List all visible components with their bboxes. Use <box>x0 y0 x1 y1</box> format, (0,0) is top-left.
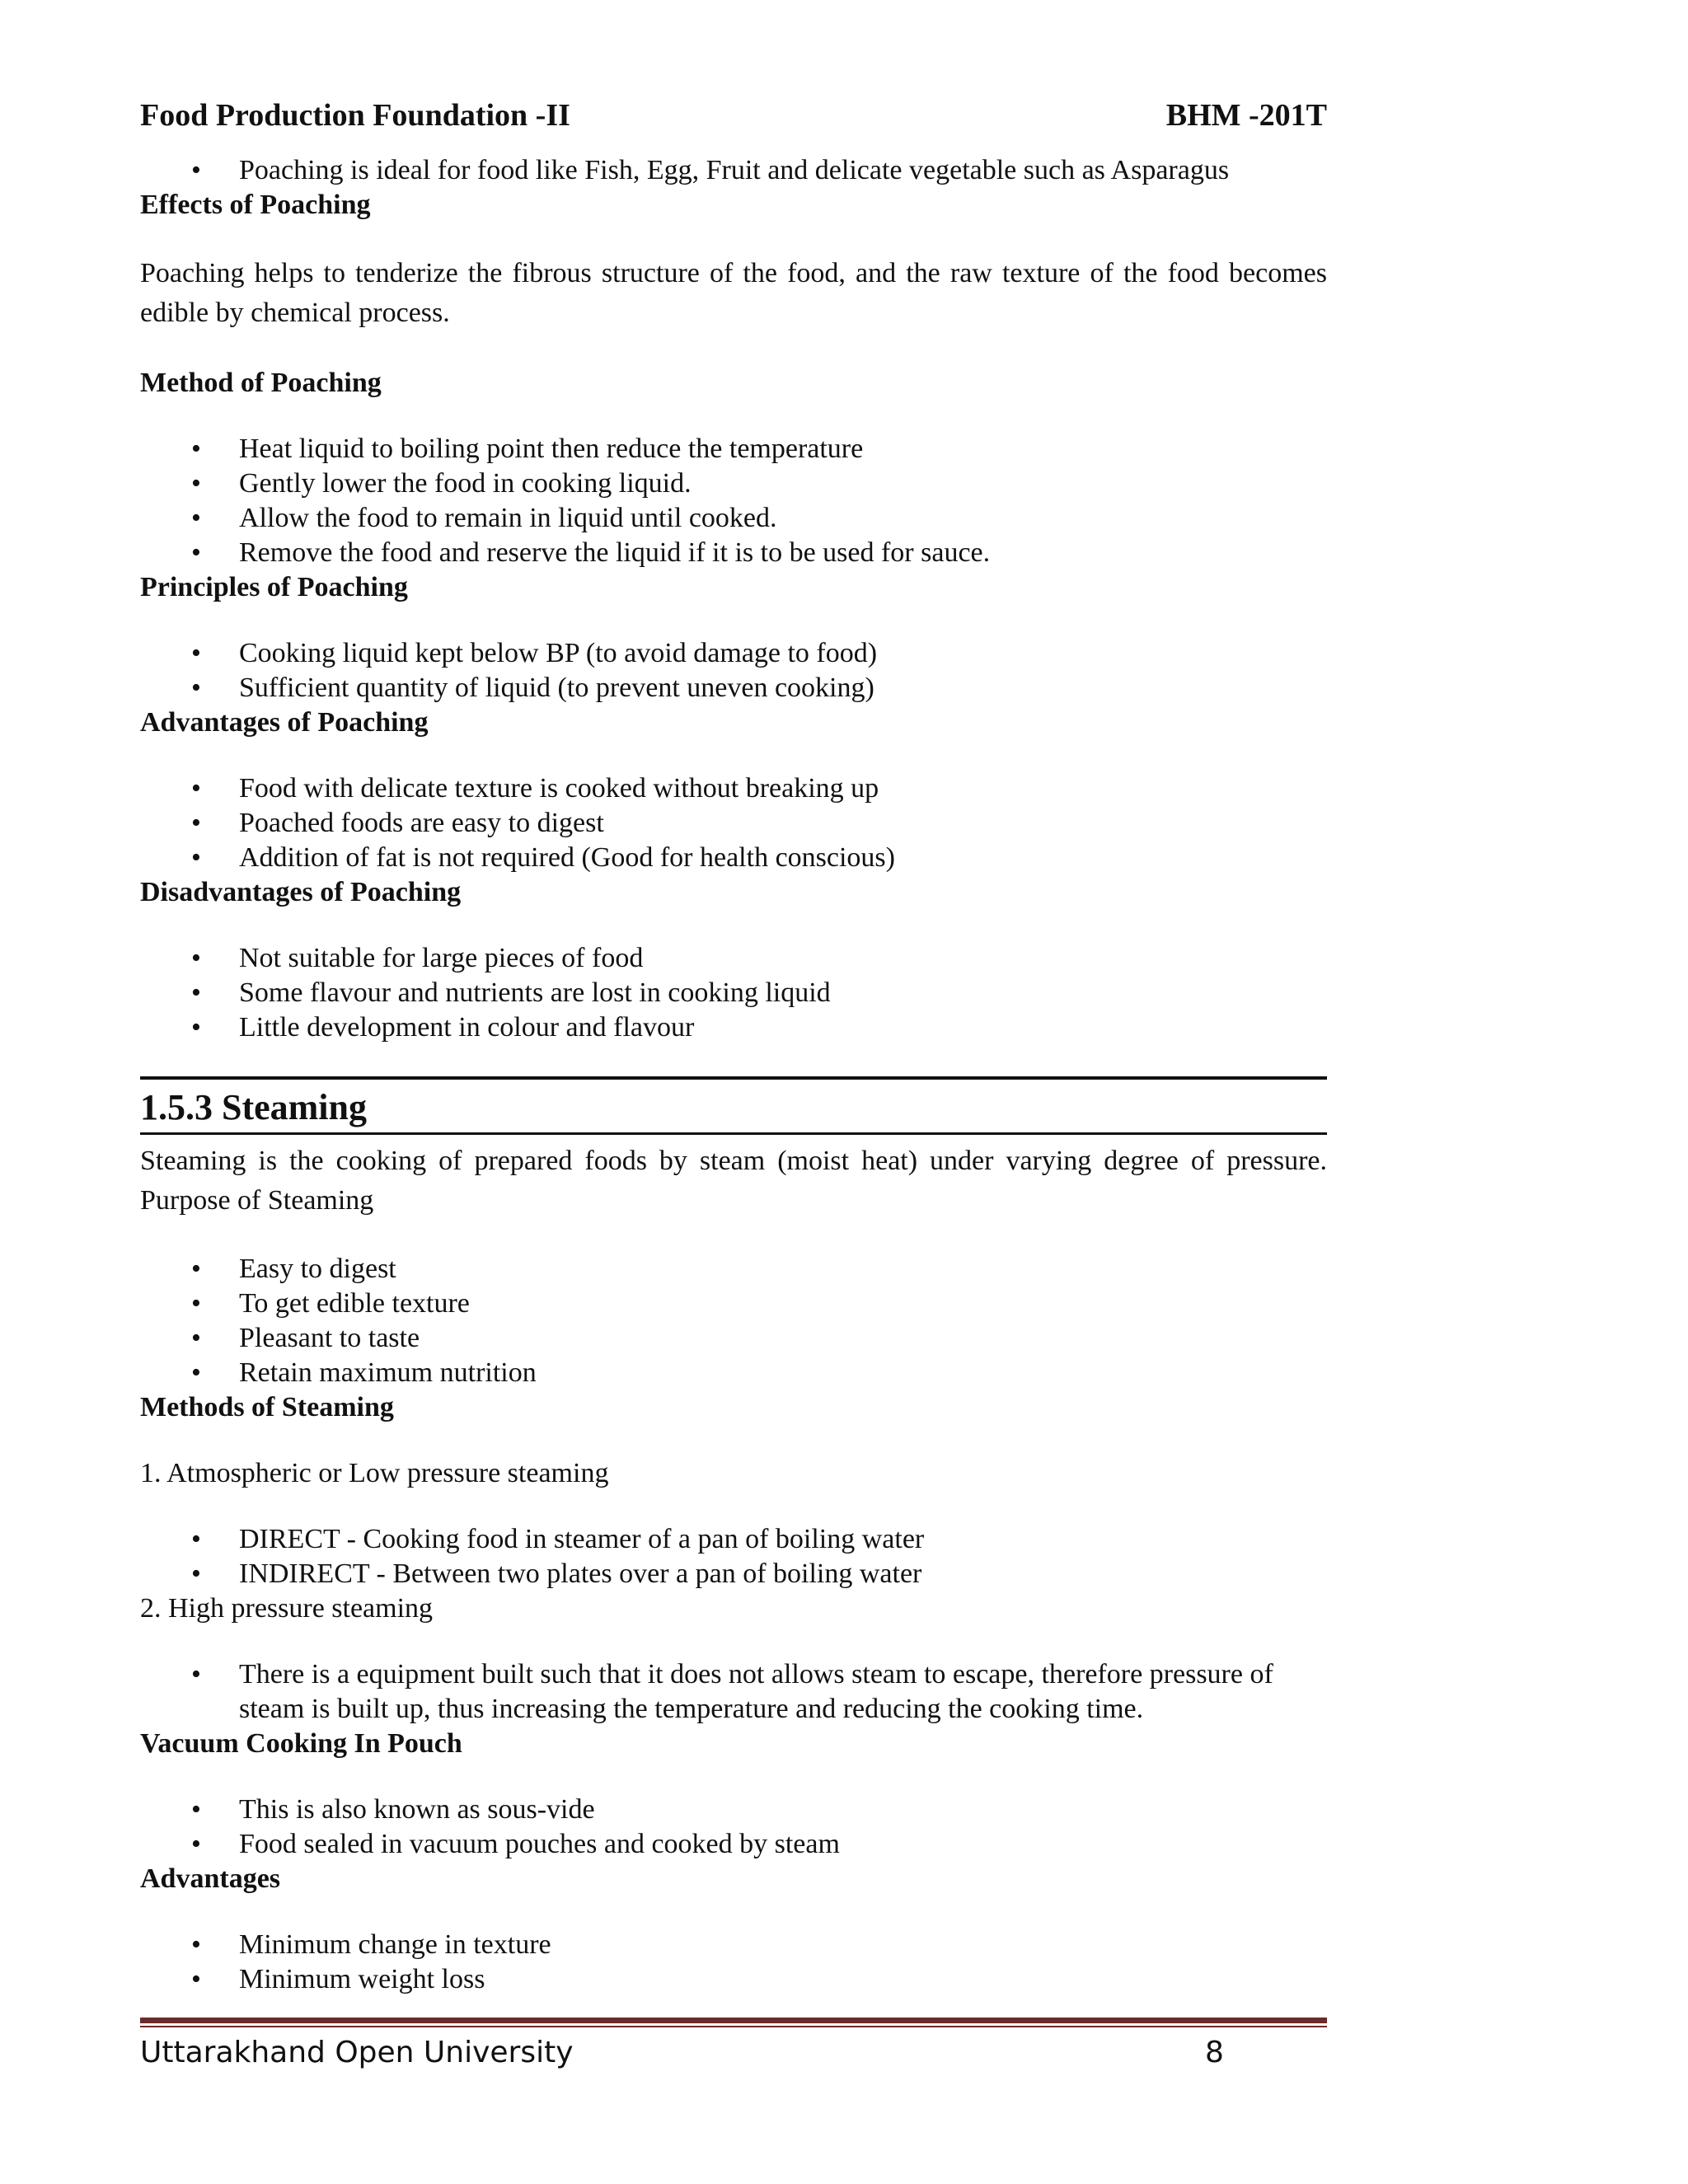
bullet-icon: • <box>191 1558 201 1589</box>
page-header <box>140 97 1327 138</box>
method-list <box>140 432 1327 570</box>
document-page <box>140 0 1327 2184</box>
disadvantages-poaching-list <box>140 941 1327 1045</box>
header-course-code: BHM -201T <box>1165 98 1327 133</box>
list-item: • Pleasant to taste <box>140 1321 1327 1356</box>
bullet-icon: • <box>191 503 201 533</box>
bullet-icon: • <box>191 1659 201 1690</box>
list-item: • Sufficient quantity of liquid (to prevent uneven cooking) <box>140 671 1327 705</box>
page-content <box>140 153 1327 1997</box>
bullet-icon: • <box>191 673 201 703</box>
list-item: • Gently lower the food in cooking liquid. <box>140 466 1327 501</box>
list-item: • Heat liquid to boiling point then reduce the temperature <box>140 432 1327 466</box>
principles-heading: Principles of Poaching <box>140 572 408 602</box>
bullet-icon: • <box>191 638 201 668</box>
bullet-icon: • <box>191 537 201 568</box>
list-item: • There is a equipment built such that it does not allows steam to escape, therefore pressure of steam is built up, thus increasing the temperature and reducing the cooking time. <box>191 1659 1273 1724</box>
header-title: Food Production Foundation -II <box>140 98 570 133</box>
bullet-icon: • <box>191 1254 201 1284</box>
list-item: • Easy to digest <box>140 1252 1327 1286</box>
vacuum-list <box>140 1793 1327 1862</box>
steaming-purpose-list <box>140 1252 1327 1390</box>
list-item: • Addition of fat is not required (Good for health conscious) <box>140 841 1327 875</box>
bullet-icon: • <box>191 1288 201 1319</box>
advantages-heading: Advantages <box>140 1863 281 1894</box>
advantages-poaching-list <box>140 771 1327 875</box>
footer-divider <box>140 2018 1327 2027</box>
advantages-list <box>140 1928 1327 1997</box>
method-heading: Method of Poaching <box>140 368 382 398</box>
bullet-icon: • <box>191 842 201 873</box>
bullet-icon: • <box>191 1357 201 1388</box>
methods-steaming-heading: Methods of Steaming <box>140 1392 394 1422</box>
bullet-icon: • <box>191 977 201 1008</box>
list-item: • Poached foods are easy to digest <box>140 806 1327 841</box>
vacuum-heading: Vacuum Cooking In Pouch <box>140 1728 462 1759</box>
list-item: • To get edible texture <box>140 1286 1327 1321</box>
intro-bullet-list <box>140 153 1327 188</box>
principles-list <box>140 636 1327 705</box>
bullet-icon: • <box>191 468 201 499</box>
page-number: 8 <box>1205 2036 1224 2069</box>
bullet-icon: • <box>191 943 201 973</box>
list-item: • Minimum weight loss <box>140 1962 1327 1997</box>
bullet-icon: • <box>191 1012 201 1043</box>
bullet-icon: • <box>191 434 201 464</box>
list-item: • This is also known as sous-vide <box>140 1793 1327 1827</box>
footer-university: Uttarakhand Open University <box>140 2036 574 2069</box>
list-item: • DIRECT - Cooking food in steamer of a pan of boiling water <box>140 1522 1327 1557</box>
effects-heading: Effects of Poaching <box>140 190 371 220</box>
section-title: 1.5.3 Steaming <box>140 1087 367 1127</box>
bullet-icon: • <box>191 773 201 804</box>
list-item: • INDIRECT - Between two plates over a pan of boiling water <box>140 1557 1327 1591</box>
effects-paragraph: Poaching helps to tenderize the fibrous structure of the food, and the raw texture of the food becomes edible by chemical process. <box>140 258 1327 328</box>
steaming-intro: Steaming is the cooking of prepared foods by steam (moist heat) under varying degree of pressure. Purpose of Steaming <box>140 1146 1327 1216</box>
section-divider-bottom <box>140 1132 1327 1135</box>
section-divider-top <box>140 1076 1327 1080</box>
list-item: • Food sealed in vacuum pouches and cooked by steam <box>140 1827 1327 1862</box>
list-item: • Poaching is ideal for food like Fish, Egg, Fruit and delicate vegetable such as Asparagus <box>140 153 1327 188</box>
list-item: • Not suitable for large pieces of food <box>140 941 1327 976</box>
list-item: • Food with delicate texture is cooked without breaking up <box>140 771 1327 806</box>
bullet-icon: • <box>191 808 201 838</box>
list-item: • Minimum change in texture <box>140 1928 1327 1962</box>
list-item: • Some flavour and nutrients are lost in cooking liquid <box>140 976 1327 1010</box>
bullet-icon: • <box>191 1829 201 1859</box>
method-2-list <box>140 1657 1327 1727</box>
disadvantages-poaching-heading: Disadvantages of Poaching <box>140 877 462 907</box>
bullet-icon: • <box>191 1794 201 1825</box>
advantages-poaching-heading: Advantages of Poaching <box>140 707 429 738</box>
list-item: • Little development in colour and flavour <box>140 1010 1327 1045</box>
bullet-icon: • <box>191 1323 201 1353</box>
bullet-icon: • <box>191 1524 201 1554</box>
list-item: • Allow the food to remain in liquid until cooked. <box>140 501 1327 536</box>
method-2-label: 2. High pressure steaming <box>140 1593 434 1624</box>
list-item: • Cooking liquid kept below BP (to avoid damage to food) <box>140 636 1327 671</box>
list-item: • Remove the food and reserve the liquid if it is to be used for sauce. <box>140 536 1327 570</box>
bullet-icon: • <box>191 155 201 185</box>
bullet-icon: • <box>191 1964 201 1994</box>
bullet-icon: • <box>191 1929 201 1960</box>
method-1-list <box>140 1522 1327 1591</box>
list-item: • Retain maximum nutrition <box>140 1356 1327 1390</box>
method-1-label: 1. Atmospheric or Low pressure steaming <box>140 1458 609 1488</box>
